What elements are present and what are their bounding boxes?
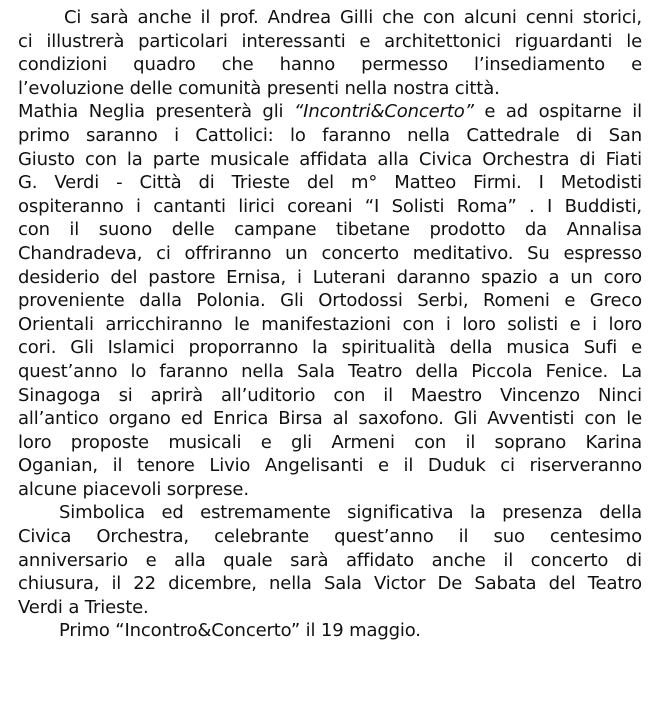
text-line: con il suono delle campane tibetane prodotto da Annalisa	[18, 219, 642, 241]
text-line: anniversario e alla quale sarà affidato anche il concerto di	[18, 549, 642, 571]
text-line: Ci sarà anche il prof. Andrea Gilli che con alcuni cenni storici,	[64, 7, 642, 28]
text-line: chiusura, il 22 dicembre, nella Sala Victor De Sabata del Teatro	[18, 573, 642, 595]
text-line: cori. Gli Islamici proporranno la spiritualità della musica Sufi e	[18, 337, 642, 359]
text-line: G. Verdi - Città di Trieste del m° Matteo Firmi. I Metodisti	[18, 172, 642, 194]
text-line: Chandradeva, ci offriranno un concerto meditativo. Su espresso	[18, 242, 642, 264]
text-line: Sinagoga si aprirà all’uditorio con il Maestro Vincenzo Ninci	[18, 384, 642, 406]
text-line: ospiteranno i cantanti lirici coreani “I Solisti Roma” . I Buddisti,	[18, 195, 642, 217]
text-line: Verdi a Trieste.	[18, 596, 149, 618]
text-line: Civica Orchestra, celebrante quest’anno il suo centesimo	[18, 526, 642, 548]
paragraph-3	[18, 501, 642, 619]
text-line: Oganian, il tenore Livio Angelisanti e il Duduk ci riserveranno	[18, 455, 642, 477]
text-line: Primo “Incontro&Concerto” il 19 maggio.	[59, 620, 421, 642]
text-line: quest’anno lo faranno nella Sala Teatro della Piccola Fenice. La	[18, 360, 642, 382]
paragraph-2	[18, 100, 642, 501]
text-line: condizioni quadro che hanno permesso l’insediamento e	[18, 54, 642, 76]
text-line: l’evoluzione delle comunità presenti nella nostra città.	[18, 77, 500, 99]
text-line: proveniente dalla Polonia. Gli Ortodossi Serbi, Romeni e Greco	[18, 290, 642, 312]
text-line: all’antico organo ed Enrica Birsa al saxofono. Gli Avventisti con le	[18, 408, 642, 430]
text-line: Giusto con la parte musicale affidata alla Civica Orchestra di Fiati	[18, 148, 642, 170]
text-line: Simbolica ed estremamente significativa la presenza della	[59, 502, 642, 524]
text-line: ci illustrerà particolari interessanti e architettonici riguardanti le	[18, 30, 642, 52]
text-segment: Mathia Neglia presenterà gli	[18, 101, 294, 123]
article-text	[18, 6, 642, 643]
paragraph-1	[18, 6, 642, 100]
text-line: Orientali arricchiranno le manifestazioni con i loro solisti e i loro	[18, 313, 642, 335]
text-line: desiderio del pastore Ernisa, i Luterani daranno spazio a un coro	[18, 266, 642, 288]
paragraph-4	[18, 619, 642, 643]
text-line-with-italic	[18, 100, 642, 124]
text-segment: e ad ospitarne il	[473, 101, 642, 123]
text-line: alcune piacevoli sorprese.	[18, 478, 249, 500]
italic-title: “Incontri&Concerto”	[294, 101, 474, 123]
text-line: primo saranno i Cattolici: lo faranno nella Cattedrale di San	[18, 124, 642, 146]
text-line: loro proposte musicali e gli Armeni con il soprano Karina	[18, 431, 642, 453]
